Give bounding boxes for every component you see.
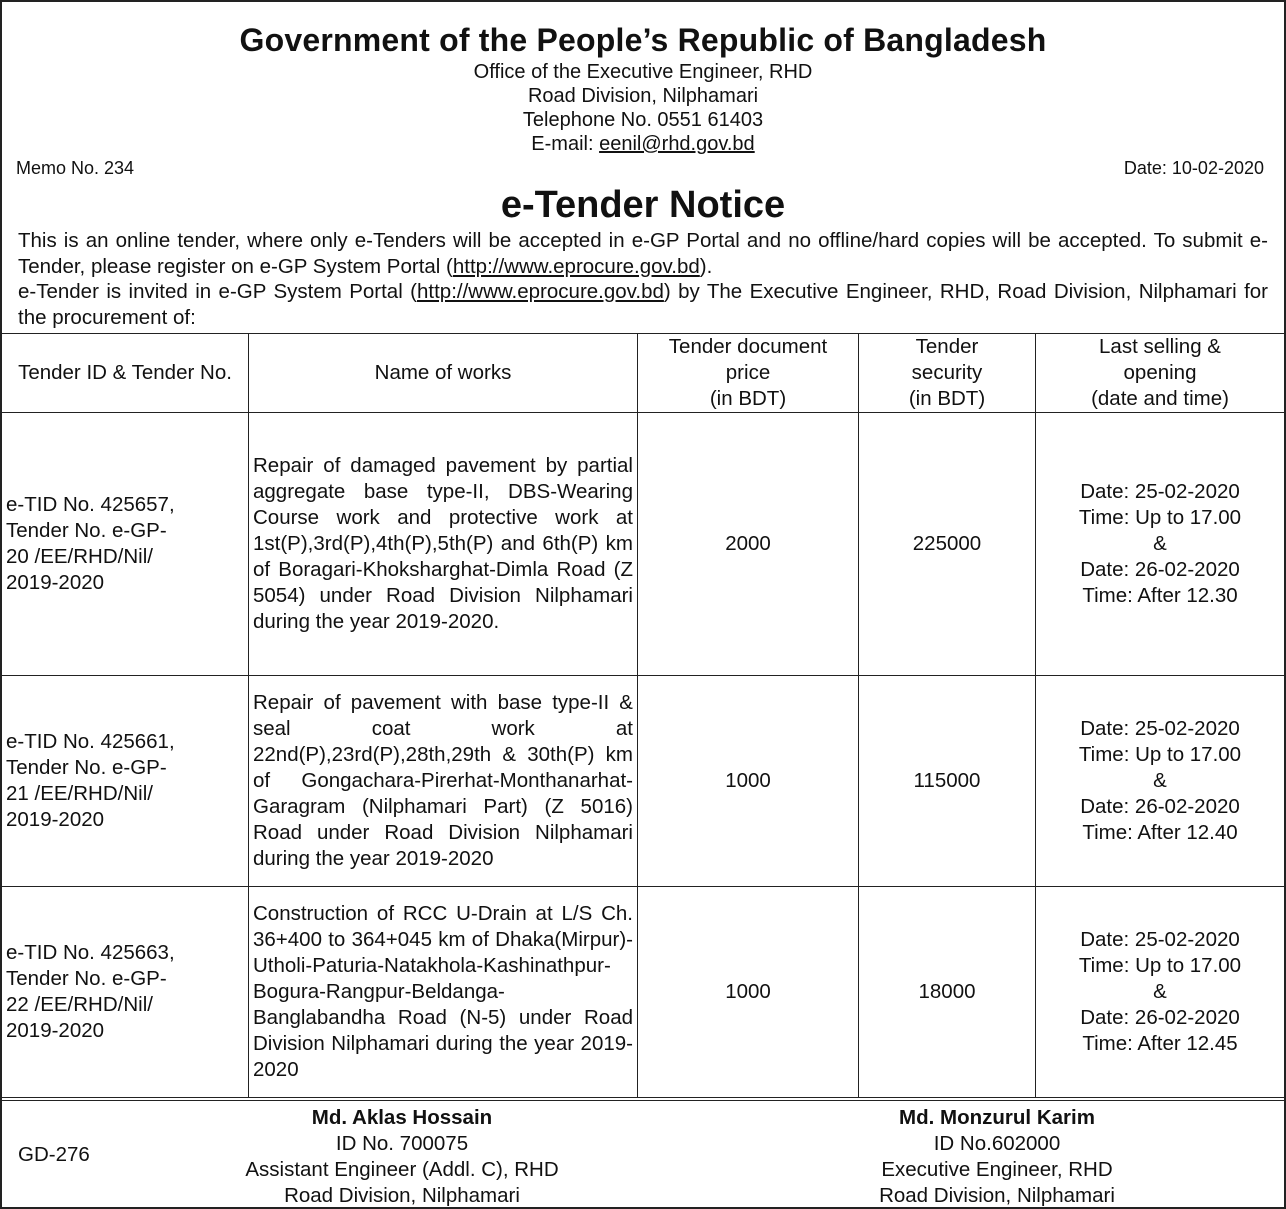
- intro-p2-end: ) by The Executive Engineer, RHD, Road Division, Nilphamari for the procurement of:: [18, 280, 1268, 329]
- schedule-line: Time: Up to 17.00: [1078, 506, 1242, 529]
- division-name: Road Division, Nilphamari: [527, 85, 759, 107]
- intro-p1-text: This is an online tender, where only e-Tenders will be accepted in e-GP Portal and no offline/hard copies will be accepted. To submit e-Tender, please register on e-GP System Portal (: [18, 229, 1268, 278]
- schedule-cell: [1036, 887, 1285, 1098]
- notice-date: Date: 10-02-2020: [1123, 158, 1264, 178]
- header-document-price: [638, 334, 859, 413]
- eprocure-link-2[interactable]: http://www.eprocure.gov.bd: [417, 280, 664, 303]
- table-row: [2, 413, 1284, 676]
- memo-number: Memo No. 234: [16, 158, 135, 178]
- intro-paragraph-2: [18, 279, 1268, 330]
- tender-id-cell: [2, 676, 249, 887]
- signatory-name: Md. Aklas Hossain: [311, 1106, 493, 1129]
- tender-id-line: Tender No. e-GP-: [6, 519, 167, 542]
- schedule-line: Date: 26-02-2020: [1080, 558, 1240, 581]
- notice-title: e-Tender Notice: [500, 184, 786, 226]
- header-schedule-line: Last selling &: [1099, 335, 1221, 358]
- table-header-row: [2, 334, 1284, 413]
- header-price-line: Tender document: [668, 335, 828, 358]
- letterhead: [2, 2, 1284, 156]
- work-description: Repair of damaged pavement by partial aggregate base type-II, DBS-Wearing Course work and protective work at 1st(P),3rd(P),4th(P),5th(P) and 6th(P) km of Boragari-Khoksharghat-Dimla Road (Z 5054) under Road Division Nilphamari during the year 2019-2020.: [249, 413, 638, 676]
- document-price: 1000: [638, 887, 859, 1098]
- schedule-line: &: [1153, 769, 1167, 792]
- signatory-name: Md. Monzurul Karim: [899, 1106, 1095, 1129]
- tender-id-line: e-TID No. 425663,: [6, 941, 175, 964]
- header-price-line: (in BDT): [709, 387, 787, 410]
- tender-id-line: 2019-2020: [6, 808, 105, 831]
- tender-security: 18000: [859, 887, 1036, 1098]
- telephone: Telephone No. 0551 61403: [522, 109, 764, 131]
- signatory-id: ID No. 700075: [335, 1132, 469, 1155]
- eprocure-link-1[interactable]: http://www.eprocure.gov.bd: [452, 254, 700, 278]
- tender-id-line: 2019-2020: [6, 571, 105, 594]
- tender-table: [2, 333, 1284, 1098]
- header-tender-security: [859, 334, 1036, 413]
- tender-id-cell: [2, 413, 249, 676]
- signatory-block-2: [782, 1105, 1212, 1209]
- email-line: [2, 132, 1284, 156]
- signatory-block-1: [202, 1105, 602, 1209]
- tender-id-line: 21 /EE/RHD/Nil/: [6, 782, 153, 805]
- header-security-line: (in BDT): [908, 387, 986, 410]
- schedule-line: Date: 25-02-2020: [1080, 928, 1240, 951]
- government-title: Government of the People’s Republic of Bangladesh: [239, 22, 1047, 58]
- header-schedule-line: opening: [1123, 361, 1197, 384]
- header-tender-id: Tender ID & Tender No.: [2, 334, 249, 413]
- schedule-line: Time: Up to 17.00: [1078, 954, 1242, 977]
- document-price: 2000: [638, 413, 859, 676]
- schedule-line: Time: After 12.40: [1082, 821, 1238, 844]
- signatory-designation: Executive Engineer, RHD: [881, 1158, 1113, 1181]
- schedule-cell: [1036, 413, 1285, 676]
- tender-id-line: 2019-2020: [6, 1019, 105, 1042]
- tender-id-line: Tender No. e-GP-: [6, 967, 167, 990]
- header-schedule-line: (date and time): [1091, 387, 1229, 410]
- tender-id-line: e-TID No. 425657,: [6, 493, 175, 516]
- schedule-line: &: [1153, 980, 1167, 1003]
- email-label: E-mail:: [531, 133, 600, 155]
- table-row: [2, 676, 1284, 887]
- work-description: Repair of pavement with base type-II & seal coat work at 22nd(P),23rd(P),28th,29th & 30th(P) km of Gongachara-Pirerhat-Monthanarhat-Garagram (Nilphamari Part) (Z 5016) Road under Road Division Nilphamari during the year 2019-2020: [249, 676, 638, 887]
- signature-footer: [2, 1100, 1284, 1209]
- signatory-office: Road Division, Nilphamari: [284, 1184, 520, 1207]
- intro-p1-end: ).: [699, 254, 713, 278]
- tender-id-cell: [2, 887, 249, 1098]
- tender-id-line: 20 /EE/RHD/Nil/: [6, 545, 153, 568]
- intro-paragraph-1: [18, 228, 1268, 279]
- work-description: Construction of RCC U-Drain at L/S Ch. 36+400 to 364+045 km of Dhaka(Mirpur)-Utholi-Paturia-Natakhola-Kashinathpur-Bogura-Rangpur-Beldanga-Banglabandha Road (N-5) under Road Division Nilphamari during the year 2019-2020: [249, 887, 638, 1098]
- header-security-line: Tender: [915, 335, 979, 358]
- tender-security: 115000: [859, 676, 1036, 887]
- schedule-line: Time: After 12.45: [1082, 1032, 1238, 1055]
- schedule-cell: [1036, 676, 1285, 887]
- signatory-office: Road Division, Nilphamari: [879, 1184, 1115, 1207]
- tender-security: 225000: [859, 413, 1036, 676]
- schedule-line: Date: 25-02-2020: [1080, 717, 1240, 740]
- intro-p2-text: e-Tender is invited in e-GP System Portal (: [18, 280, 417, 303]
- header-schedule: [1036, 334, 1285, 413]
- intro-text: [2, 228, 1284, 330]
- header-price-line: price: [725, 361, 771, 384]
- office-name: Office of the Executive Engineer, RHD: [473, 61, 813, 83]
- tender-id-line: 22 /EE/RHD/Nil/: [6, 993, 153, 1016]
- schedule-line: Date: 26-02-2020: [1080, 795, 1240, 818]
- email-link[interactable]: eenil@rhd.gov.bd: [599, 133, 755, 155]
- memo-row: [2, 156, 1284, 182]
- schedule-line: Date: 25-02-2020: [1080, 480, 1240, 503]
- header-name-of-works: Name of works: [249, 334, 638, 413]
- schedule-line: Time: Up to 17.00: [1078, 743, 1242, 766]
- signatory-designation: Assistant Engineer (Addl. C), RHD: [245, 1158, 559, 1181]
- schedule-line: Time: After 12.30: [1082, 584, 1238, 607]
- tender-id-line: Tender No. e-GP-: [6, 756, 167, 779]
- header-security-line: security: [911, 361, 983, 384]
- gd-number: GD-276: [18, 1143, 90, 1166]
- table-row: [2, 887, 1284, 1098]
- schedule-line: &: [1153, 532, 1167, 555]
- schedule-line: Date: 26-02-2020: [1080, 1006, 1240, 1029]
- signatory-id: ID No.602000: [933, 1132, 1061, 1155]
- document-price: 1000: [638, 676, 859, 887]
- tender-id-line: e-TID No. 425661,: [6, 730, 175, 753]
